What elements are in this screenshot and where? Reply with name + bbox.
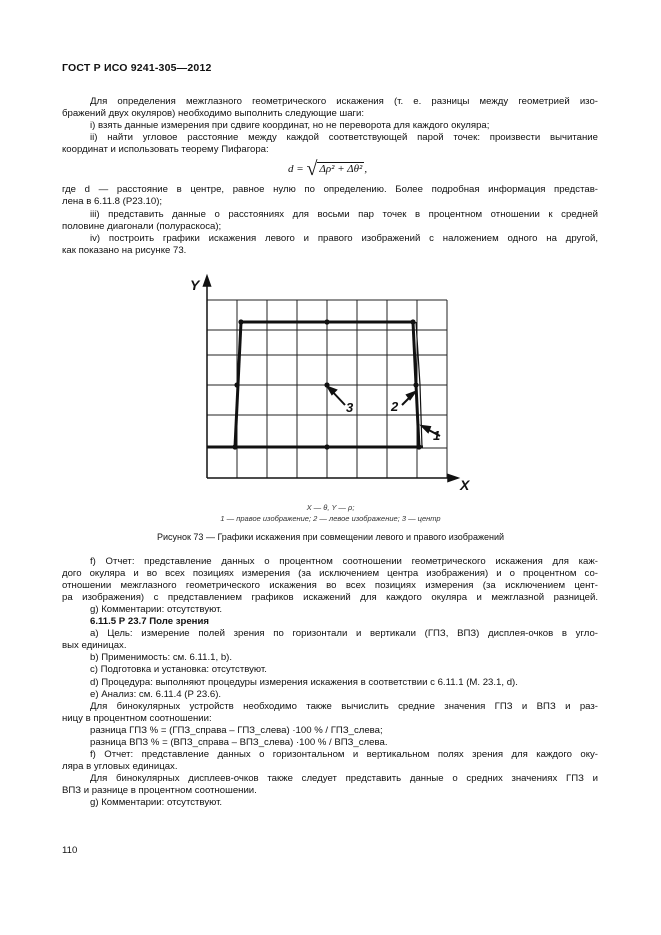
step-iv-line1: iv) построить графики искажения левого и правого изображений с наложением одного на другой,	[90, 233, 598, 244]
body-line: разница ГПЗ % = (ГПЗ_справа – ГПЗ_слева) ·100 % / ГПЗ_слева;	[90, 724, 383, 736]
point-top-left	[238, 319, 243, 324]
y-axis-label: Y	[190, 277, 200, 293]
point-top-center	[324, 319, 329, 324]
callout-1: 1	[433, 428, 441, 443]
where-line2: лена в 6.11.8 (Р23.10);	[62, 196, 163, 207]
body-line: ницу в процентном соотношении:	[62, 712, 212, 724]
figure-legend: 1 — правое изображение; 2 — левое изображение; 3 — центр	[220, 514, 441, 523]
figure-caption: Рисунок 73 — Графики искажения при совмещении левого и правого изображений	[156, 532, 504, 542]
body-line: a) Цель: измерение полей зрения по горизонтали и вертикали (ГПЗ, ВПЗ) дисплея-очков в угло-	[90, 628, 598, 640]
body-line: ВПЗ и разнице в процентном соотношении.	[62, 784, 257, 796]
body-line: вых единицах.	[62, 640, 127, 652]
body-line: d) Процедура: выполняют процедуры измерения искажения в соответствии с 6.11.1 (М. 23.1, d).	[90, 676, 518, 688]
document-header: ГОСТ Р ИСО 9241-305—2012	[62, 62, 212, 74]
body-line: g) Комментарии: отсутствуют.	[90, 604, 223, 616]
step-iii-line1: iii) представить данные о расстояниях для восьми пар точек в процентном отношении к средней	[90, 209, 598, 220]
point-bottom-right	[416, 444, 421, 449]
formula-tail: ,	[364, 163, 368, 175]
body-line: f) Отчет: представление данных о процентном соотношении геометрического искажения для каж-	[90, 556, 598, 567]
body-line: разница ВПЗ % = (ВПЗ_справа – ВПЗ_слева) ·100 % / ВПЗ_слева.	[90, 736, 388, 748]
step-ii-line1: ii) найти угловое расстояние между каждой соответствующей парой точек: произвести вычитание	[90, 132, 598, 143]
body-line: отношении межглазного геометрического искажения во всех позициях измерения (за исключением цент-	[62, 580, 598, 592]
point-bottom-center	[324, 444, 329, 449]
step-ii-line2: координат и использовать теорему Пифагора:	[62, 144, 269, 155]
callout-2: 2	[391, 399, 399, 414]
step-iii-line2: половине диагонали (полураскоса);	[62, 221, 222, 232]
body-line: Для бинокулярных устройств необходимо также вычислить средние значения ГПЗ и ВПЗ и раз-	[90, 700, 598, 712]
body-line: g) Комментарии: отсутствуют.	[90, 797, 223, 808]
callout-3: 3	[346, 400, 354, 415]
callout-arrows	[328, 387, 440, 436]
step-iv-line2: как показано на рисунке 73.	[62, 245, 187, 256]
x-axis-label: X	[460, 477, 470, 493]
body-line: e) Анализ: см. 6.11.4 (Р 23.6).	[90, 688, 222, 700]
formula-lhs: d =	[288, 163, 304, 175]
point-mid-right	[413, 382, 418, 387]
body-line: c) Подготовка и установка: отсутствуют.	[90, 664, 267, 676]
body-line: 6.11.5 Р 23.7 Поле зрения	[90, 616, 209, 628]
body-line: ляра в угловых единицах.	[62, 760, 178, 772]
step-i: i) взять данные измерения при сдвиге координат, но не переворота для каждого окуляра;	[90, 120, 490, 131]
paragraph-intro-line2: бражений двух окуляров) необходимо выполнить следующие шаги:	[62, 108, 365, 119]
point-mid-left	[234, 382, 239, 387]
page-number: 110	[62, 845, 78, 856]
body-line: ра изображения) с представлением графиков искажений для каждого окуляра и межглазной разницей.	[62, 592, 598, 604]
point-bottom-left	[232, 444, 237, 449]
radical-sign: √	[306, 158, 318, 180]
figure-grid	[207, 300, 447, 478]
body-line: f) Отчет: представление данных о горизонтальном и вертикальном полях зрения для каждого оку-	[90, 748, 598, 760]
figure-axes-note: X — θ, Y — ρ;	[306, 503, 355, 512]
where-line1: где d — расстояние в центре, равное нулю по определению. Более подробная информация представ-	[62, 184, 598, 195]
formula-radicand: Δρ² + Δθ²	[319, 163, 363, 175]
body-line: Для бинокулярных дисплеев-очков также следует представить данные о средних значениях ГПЗ и	[90, 772, 598, 784]
point-top-right	[410, 319, 415, 324]
body-line: дого окуляра и во всех позициях измерения (за исключением центра изображения) и о процентном со-	[62, 568, 598, 580]
body-line: b) Применимость: см. 6.11.1, b).	[90, 652, 233, 664]
paragraph-intro-line1: Для определения межглазного геометрического искажения (т. е. разницы между геометрией изо-	[90, 96, 598, 107]
